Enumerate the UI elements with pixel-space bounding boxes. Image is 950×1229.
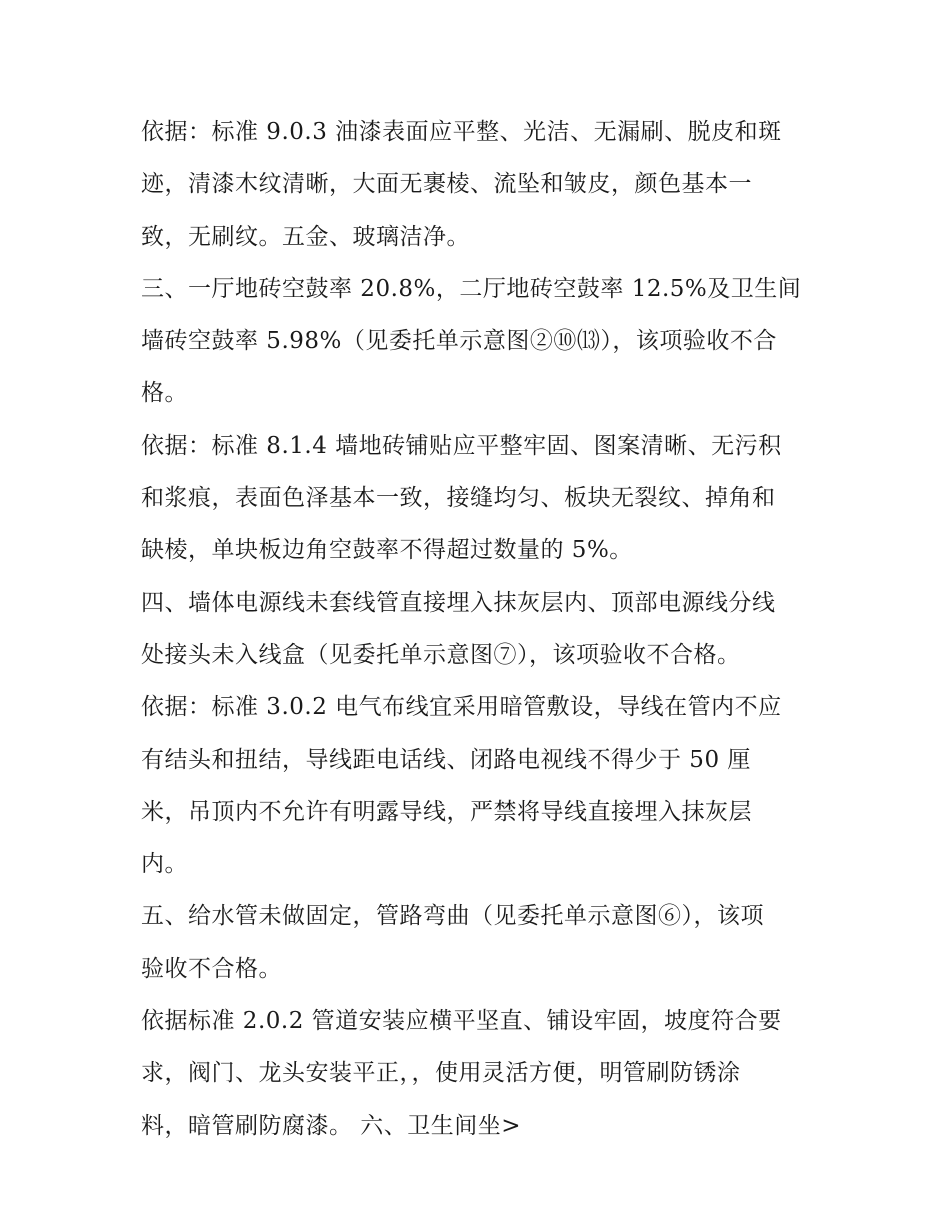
text-line: 内。 [141,851,188,878]
text-line: 墙砖空鼓率 5.98%（见委托单示意图②⑩⒀），该项验收不合 [141,328,777,355]
text-line: 三、一厅地砖空鼓率 20.8%，二厅地砖空鼓率 12.5%及卫生间 [141,275,802,302]
text-line: 验收不合格。 [141,955,282,982]
text-line: 缺棱，单块板边角空鼓率不得超过数量的 5%。 [141,537,633,564]
text-line: 依据：标准 8.1.4 墙地砖铺贴应平整牢固、图案清晰、无污积 [141,432,782,459]
text-line: 依据：标准 9.0.3 油漆表面应平整、光洁、无漏刷、脱皮和斑 [141,119,782,145]
text-line: 迹，清漆木纹清晰，大面无裹棱、流坠和皱皮，颜色基本一 [141,171,752,198]
text-line: 四、墙体电源线未套线管直接埋入抹灰层内、顶部电源线分线 [141,589,776,616]
text-line: 致，无刷纹。五金、玻璃洁净。 [141,223,470,250]
text-line: 依据：标准 3.0.2 电气布线宜采用暗管敷设，导线在管内不应 [141,694,782,721]
text-line: 米，吊顶内不允许有明露导线，严禁将导线直接埋入抹灰层 [141,798,752,825]
text-line: 有结头和扭结，导线距电话线、闭路电视线不得少于 50 厘 [141,746,751,773]
text-line: 料，暗管刷防腐漆。 六、卫生间坐> [141,1112,522,1139]
text-line: 求，阀门、龙头安装平正，，使用灵活方便，明管刷防锈涂 [141,1060,741,1087]
text-line: 和浆痕，表面色泽基本一致，接缝均匀、板块无裂纹、掉角和 [141,485,776,512]
text-line: 依据标准 2.0.2 管道安装应横平坚直、铺设牢固，坡度符合要 [141,1008,782,1035]
text-line: 格。 [141,380,188,407]
text-line: 处接头未入线盒（见委托单示意图⑦），该项验收不合格。 [141,641,741,668]
body-text [141,106,821,1152]
text-line: 五、给水管未做固定，管路弯曲（见委托单示意图⑥），该项 [141,903,764,930]
